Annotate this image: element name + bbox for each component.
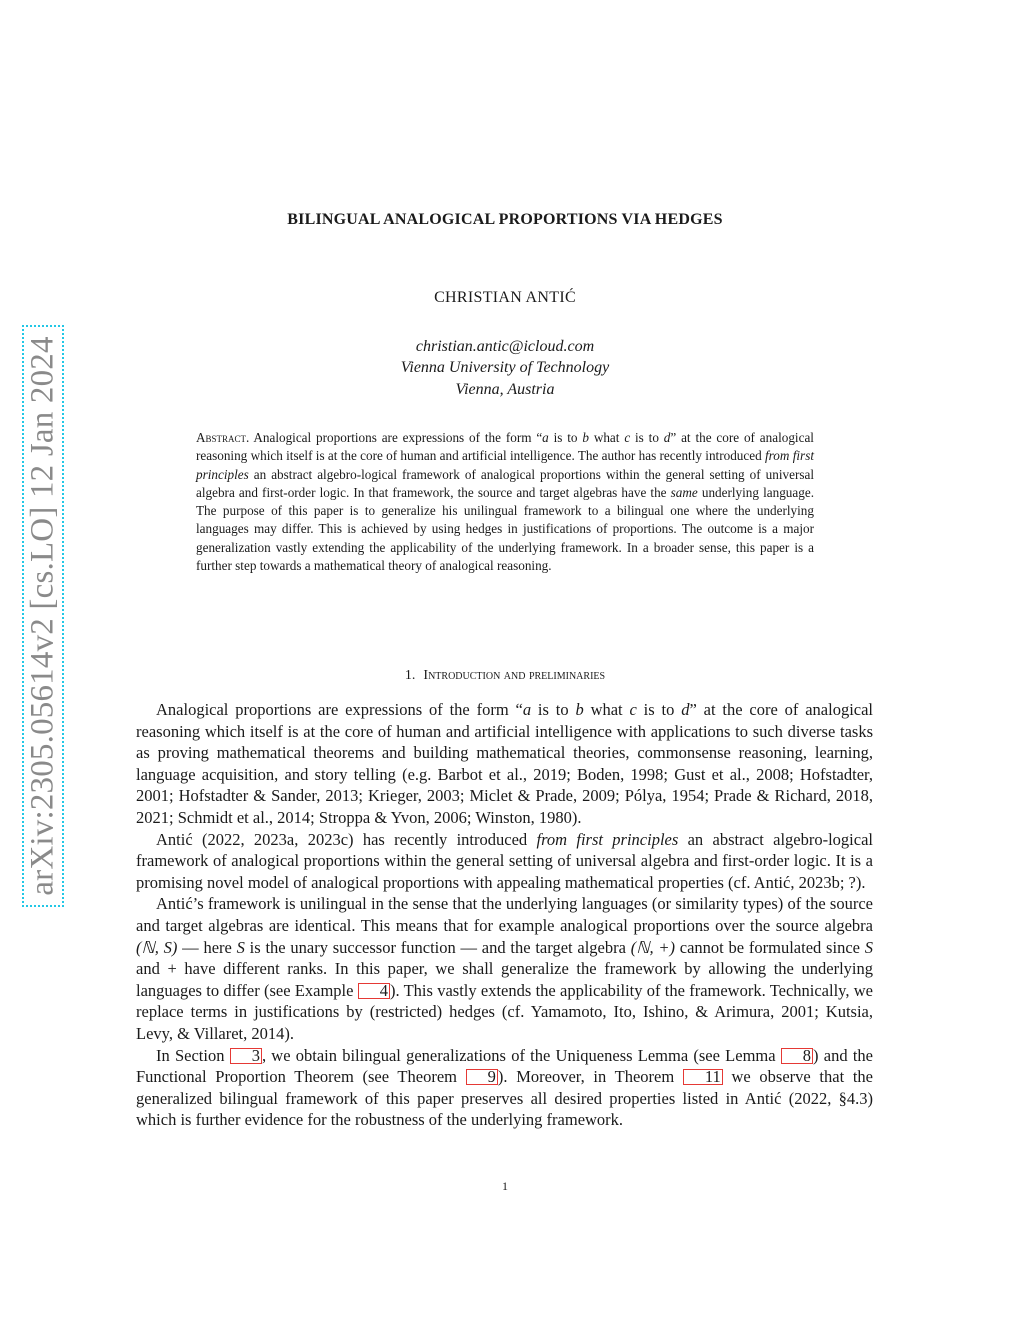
text: ). Moreover, in Theorem — [497, 1067, 683, 1087]
body-text — [136, 699, 873, 1131]
text: ) and the Functional Proportion Theorem (see Theorem — [136, 1045, 873, 1087]
abstract-text: is to — [548, 430, 583, 445]
text: Antić’s framework is unilingual in the sense that the underlying languages (or similarity types) of the source and target algebras are identical. This means that for example analogical proportions over the source algebra — [136, 894, 873, 935]
paragraph-1 — [136, 699, 873, 829]
author-university: Vienna University of Technology — [400, 359, 610, 376]
abstract-var: a — [542, 430, 549, 445]
page-number: 1 — [502, 1179, 508, 1193]
math: (ℕ, S) — [136, 937, 178, 957]
text: and + have different ranks. In this paper, we shall generalize the framework by allowing the underlying languages to differ (see Example — [136, 959, 873, 1000]
section-title: Introduction and preliminaries — [423, 668, 606, 683]
text: ). This vastly extends the applicability of the framework. Technically, we replace terms in justifications by (restricted) hedges (cf. Yamamoto, Ito, Ishino, & Arimura, 2001; Kutsia, Levy, & Villaret, 2014). — [136, 980, 873, 1043]
math: (ℕ, +) — [630, 937, 675, 957]
text: — here — [177, 937, 237, 957]
math-var: b — [575, 700, 584, 719]
abstract-emphasis: from first principles — [196, 448, 814, 482]
abstract-var: b — [582, 430, 589, 445]
abstract-var: d — [663, 430, 671, 445]
text: ” at the core of analogical reasoning which itself is at the core of human and artificial intelligence with applications to such diverse tasks as proving mathematical theorems and building mathematical theories, commonsense reasoning, learning, language acquisition, and story telling (e.g. Barbot et al., 2019; Boden, 1998; Gust et al., 2008; Hofstadter, 2001; Hofstadter & Sander, 2013; Krieger, 2003; Miclet & Prade, 2009; Pólya, 1954; Prade & Richard, 2018, 2021; Schmidt et al., 2014; Stroppa & Yvon, 2006; Winston, 1980). — [136, 700, 874, 827]
paragraph-3 — [136, 893, 873, 1044]
text: Analogical proportions are expressions of the form “ — [156, 700, 523, 719]
math-var: d — [681, 700, 690, 719]
text: an abstract algebro-logical framework of analogical proportions within the general setting of universal algebra and first-order logic. It is a promising novel model of analogical proportions with appealing mathematical properties (cf. Antić, 2023b; ?). — [136, 829, 873, 892]
theorem-link[interactable]: 11 — [683, 1069, 723, 1085]
text: what — [583, 700, 630, 719]
example-link[interactable]: 4 — [358, 983, 390, 999]
arxiv-stamp[interactable] — [22, 325, 64, 907]
author-city: Vienna, Austria — [455, 381, 555, 398]
paragraph-2 — [136, 829, 873, 894]
abstract-text: Analogical proportions are expressions of the form “ — [253, 430, 543, 445]
text: is to — [636, 700, 682, 719]
abstract-text: what — [588, 430, 625, 445]
abstract-emphasis: same — [670, 484, 698, 500]
text: , we obtain bilingual generalizations of the Uniqueness Lemma (see Lemma — [261, 1045, 781, 1065]
lemma-link[interactable]: 8 — [781, 1048, 813, 1064]
math-var: c — [629, 700, 637, 719]
abstract-text: underlying language. The purpose of this paper is to generalize his unilingual framework to a bilingual one where the underlying languages may differ. This is achieved by using hedges in justifications of proportions. The outcome is a major generalization vastly extending the applicability of the underlying framework. In a broader sense, this paper is a further step towards a mathematical theory of analogical reasoning. — [196, 484, 814, 574]
text: we observe that the generalized bilingual framework of this paper preserves all desired properties listed in Antić (2022, §4.3) which is further evidence for the robustness of the underlying framework. — [136, 1067, 873, 1130]
abstract — [196, 429, 814, 575]
paper-title: BILINGUAL ANALOGICAL PROPORTIONS VIA HEDGES — [287, 211, 723, 228]
paragraph-4 — [136, 1045, 873, 1131]
text: is to — [531, 700, 576, 719]
emphasis: from first principles — [536, 829, 679, 849]
math: S — [864, 937, 873, 957]
author-name: CHRISTIAN ANTIĆ — [434, 289, 576, 306]
arxiv-id: arXiv:2305.05614v2 [cs.LO] 12 Jan 2024 — [24, 336, 61, 896]
author-email[interactable]: christian.antic@icloud.com — [415, 338, 595, 355]
text: In Section — [156, 1045, 230, 1065]
theorem-link[interactable]: 9 — [466, 1069, 498, 1085]
abstract-text: ” at the core of analogical reasoning which itself is at the core of human and artificial intelligence. The author has recently introduced — [196, 430, 814, 464]
section-link[interactable]: 3 — [230, 1048, 262, 1064]
abstract-var: c — [624, 430, 631, 445]
text: is the unary successor function — and the target algebra — [244, 937, 631, 957]
math-var: a — [522, 700, 532, 719]
text: Antić (2022, 2023a, 2023c) has recently introduced — [156, 829, 537, 849]
math: S — [236, 937, 245, 957]
section-number: 1. — [404, 668, 416, 683]
abstract-text: is to — [630, 430, 664, 445]
abstract-text: an abstract algebro-logical framework of analogical proportions within the general setting of universal algebra and first-order logic. In that framework, the source and target algebras have the — [196, 466, 814, 500]
abstract-label: Abstract. — [196, 430, 250, 445]
text: cannot be formulated since — [674, 937, 865, 957]
section-heading — [0, 668, 1010, 684]
